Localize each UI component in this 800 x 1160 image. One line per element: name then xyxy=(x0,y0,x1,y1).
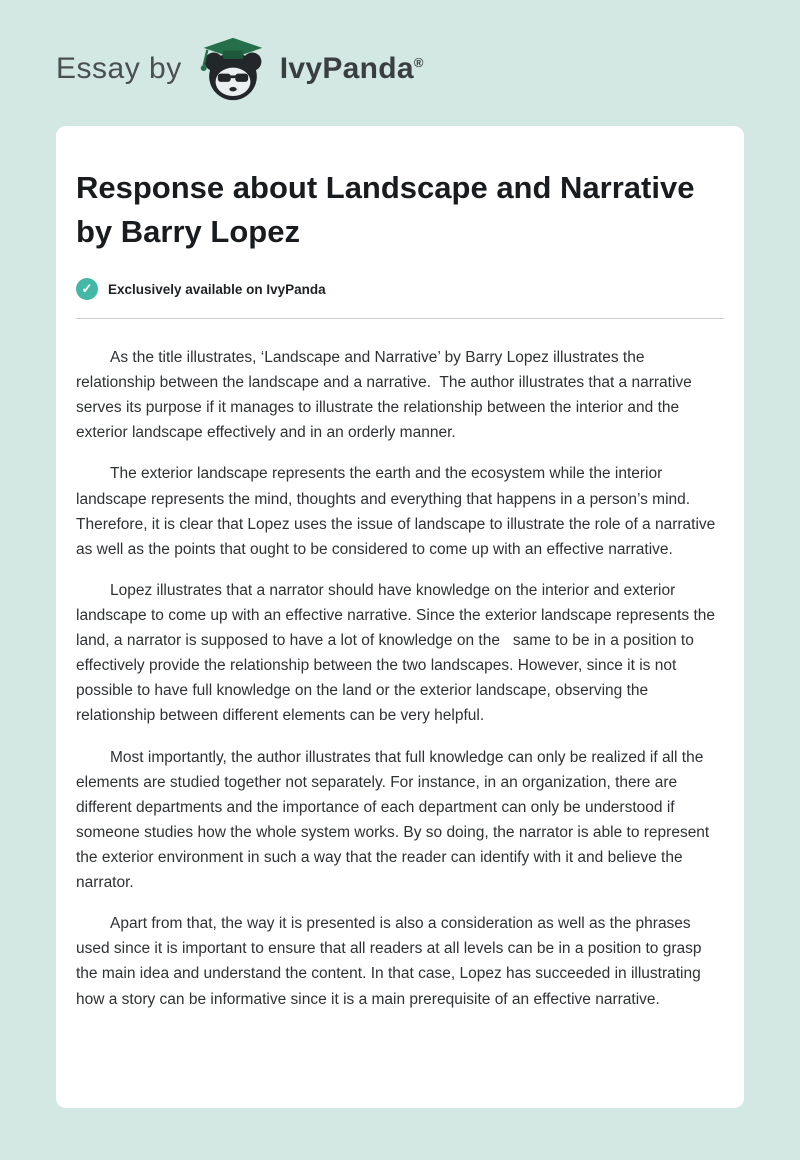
page-title: Response about Landscape and Narrative by Barry Lopez xyxy=(76,170,695,250)
essay-paragraph: As the title illustrates, ‘Landscape and Narrative’ by Barry Lopez illustrates the relationship between the landscape and a narrative. The author illustrates that a narrative serves its purpose if it manages to illustrate the relationship between the interior and the exterior landscape effectively and in an orderly manner. xyxy=(76,349,697,442)
essay-paragraph: Most importantly, the author illustrates that full knowledge can only be realized if all the elements are studied together not separately. For instance, in an organization, there are different departments and the importance of each department can only be understood if someone studies how the whole system works. By so doing, the narrator is able to represent the exterior environment in such a way that the reader can identify with it and believe the narrator. xyxy=(76,748,714,892)
essay-paragraph: Apart from that, the way it is presented is also a consideration as well as the phrases used since it is important to ensure that all readers at all levels can be in a position to grasp the main idea and understand the content. In that case, Lopez has succeeded in illustrating how a story can be informative since it is a main prerequisite of an effective narrative. xyxy=(76,915,706,1008)
exclusive-badge-label: Exclusively available on IvyPanda xyxy=(108,281,326,297)
panda-logo-icon xyxy=(196,36,270,102)
site-header xyxy=(0,0,800,126)
check-icon: ✓ xyxy=(76,278,98,300)
ivypanda-brand-link[interactable] xyxy=(196,36,424,102)
brand-text: IvyPanda xyxy=(279,52,414,85)
brand-name xyxy=(280,52,424,86)
essay-by-label: Essay by xyxy=(56,52,182,85)
essay-body xyxy=(76,345,724,1012)
essay-paragraph: Lopez illustrates that a narrator should have knowledge on the interior and exterior landscape to come up with an effective narrative. Since the exterior landscape represents the land, a narrator is supposed to have a lot of knowledge on the same to be in a position to effectively provide the relationship between the two landscapes. However, since it is not possible to have full knowledge on the land or the exterior landscape, observing the relationship between different elements can be very helpful. xyxy=(76,581,720,725)
divider xyxy=(76,318,724,319)
essay-paragraph: The exterior landscape represents the earth and the ecosystem while the interior landscape represents the mind, thoughts and everything that happens in a person’s mind. Therefore, it is clear that Lopez uses the issue of landscape to illustrate the role of a narrative as well as the points that ought to be considered to come up with an effective narrative. xyxy=(76,465,720,558)
exclusive-badge xyxy=(76,278,724,300)
registered-mark: ® xyxy=(413,55,424,70)
essay-card xyxy=(56,126,744,1108)
